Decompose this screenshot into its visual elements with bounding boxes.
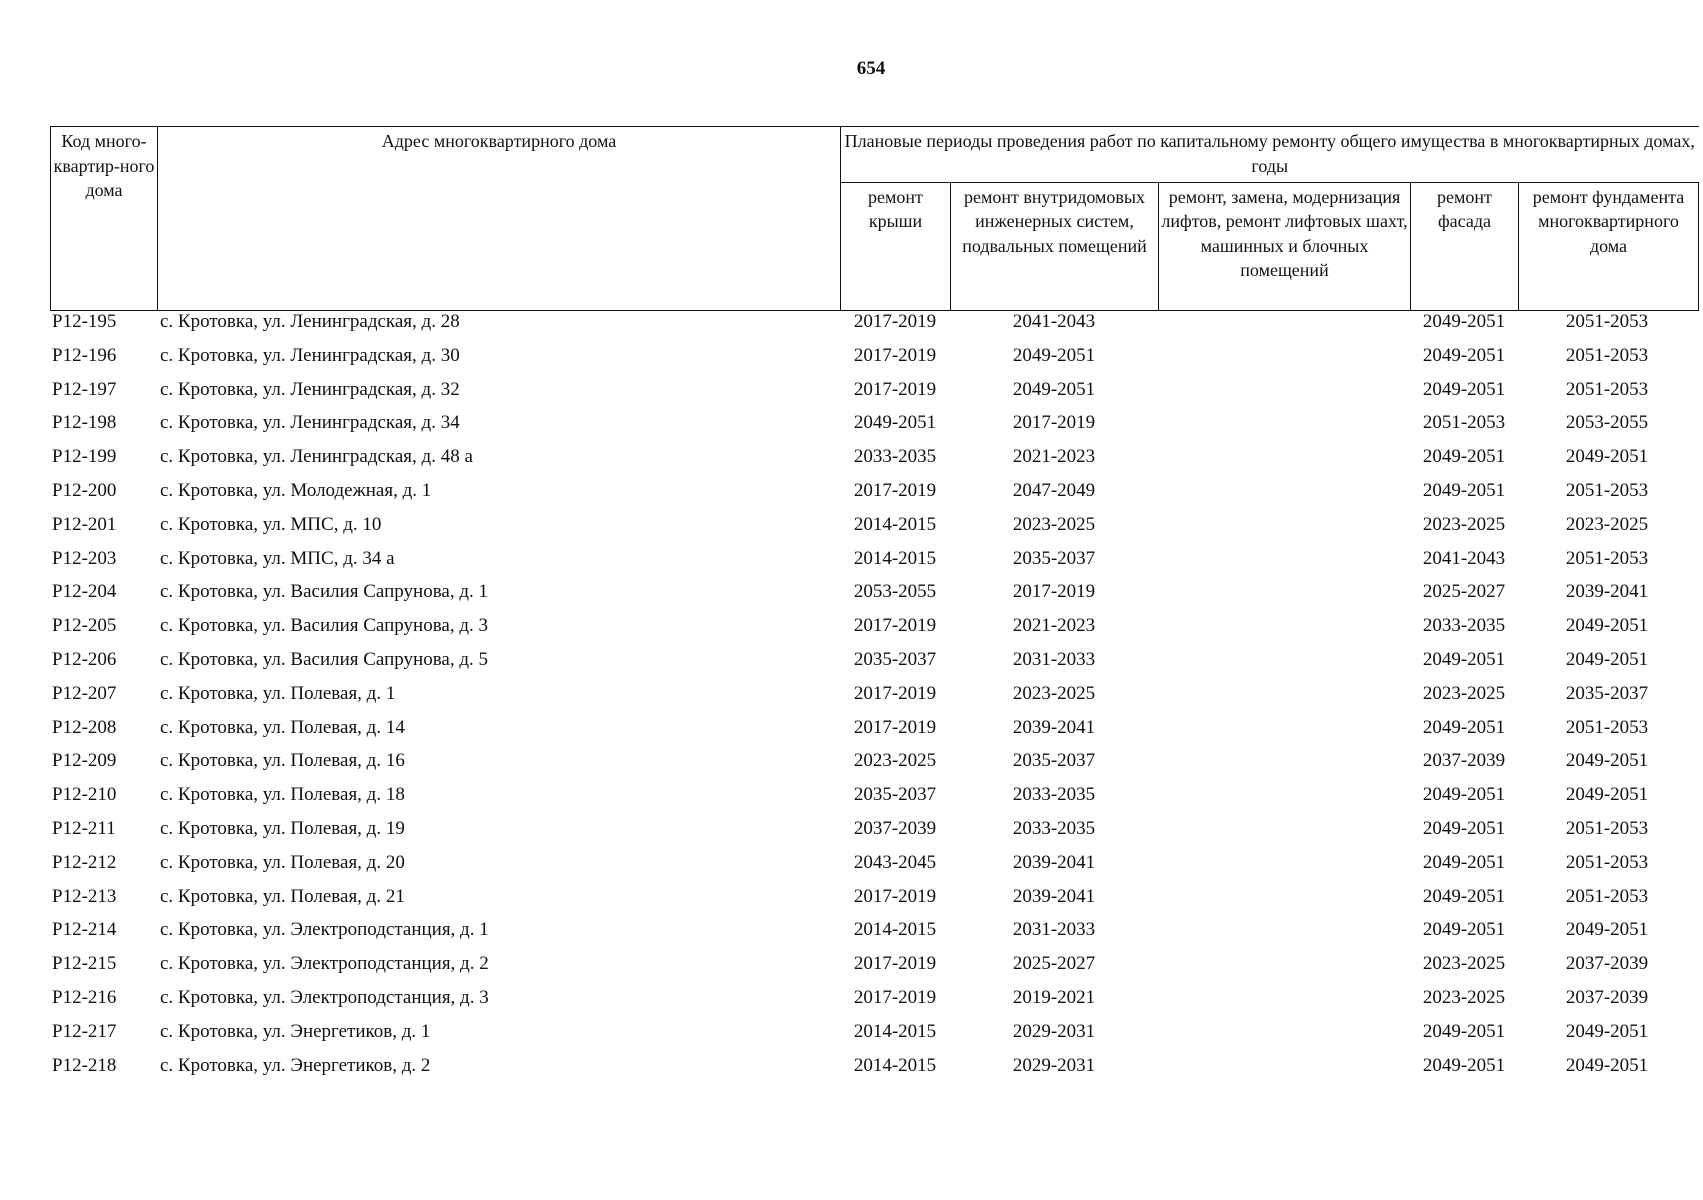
roof-repair-period: 2035-2037: [853, 784, 937, 806]
header-facade-column: ремонт фасада: [1411, 182, 1519, 310]
house-address: с. Кротовка, ул. Полевая, д. 14: [160, 716, 405, 738]
systems-repair-period: 2039-2041: [1012, 851, 1096, 873]
roof-repair-period: 2017-2019: [853, 344, 937, 366]
foundation-repair-period: 2051-2053: [1565, 547, 1649, 569]
foundation-repair-period: 2049-2051: [1565, 615, 1649, 637]
systems-repair-period: 2033-2035: [1012, 817, 1096, 839]
systems-repair-period: 2025-2027: [1012, 953, 1096, 975]
foundation-repair-period: 2049-2051: [1565, 648, 1649, 670]
facade-repair-period: 2049-2051: [1422, 446, 1506, 468]
systems-repair-period: 2019-2021: [1012, 986, 1096, 1008]
table-row: [50, 379, 1696, 413]
facade-repair-period: 2049-2051: [1422, 817, 1506, 839]
house-address: с. Кротовка, ул. Полевая, д. 18: [160, 784, 405, 806]
facade-repair-period: 2033-2035: [1422, 615, 1506, 637]
facade-repair-period: 2041-2043: [1422, 547, 1506, 569]
house-address: с. Кротовка, ул. Ленинградская, д. 32: [160, 378, 460, 400]
systems-repair-period: 2029-2031: [1012, 1054, 1096, 1076]
facade-repair-period: 2023-2025: [1422, 986, 1506, 1008]
facade-repair-period: 2049-2051: [1422, 885, 1506, 907]
table-row: [50, 480, 1696, 514]
facade-repair-period: 2023-2025: [1422, 953, 1506, 975]
table-row: [50, 886, 1696, 920]
roof-repair-period: 2043-2045: [853, 851, 937, 873]
roof-repair-period: 2017-2019: [853, 716, 937, 738]
systems-repair-period: 2035-2037: [1012, 750, 1096, 772]
foundation-repair-period: 2049-2051: [1565, 919, 1649, 941]
header-lifts-column: ремонт, замена, модернизация лифтов, ремонт лифтовых шахт, машинных и блочных помещений: [1159, 182, 1411, 310]
table-row: [50, 1021, 1696, 1055]
house-address: с. Кротовка, ул. Молодежная, д. 1: [160, 479, 432, 501]
table-row: [50, 953, 1696, 987]
systems-repair-period: 2031-2033: [1012, 648, 1096, 670]
table-row: [50, 987, 1696, 1021]
roof-repair-period: 2017-2019: [853, 953, 937, 975]
foundation-repair-period: 2051-2053: [1565, 378, 1649, 400]
foundation-repair-period: 2049-2051: [1565, 1054, 1649, 1076]
systems-repair-period: 2031-2033: [1012, 919, 1096, 941]
header-systems-column: ремонт внутридомовых инженерных систем, подвальных помещений: [951, 182, 1159, 310]
table-row: [50, 446, 1696, 480]
roof-repair-period: 2017-2019: [853, 885, 937, 907]
house-code: Р12-213: [52, 885, 117, 907]
roof-repair-period: 2017-2019: [853, 682, 937, 704]
table-row: [50, 548, 1696, 582]
foundation-repair-period: 2039-2041: [1565, 581, 1649, 603]
foundation-repair-period: 2035-2037: [1565, 682, 1649, 704]
table-row: [50, 683, 1696, 717]
systems-repair-period: 2021-2023: [1012, 615, 1096, 637]
house-address: с. Кротовка, ул. Электроподстанция, д. 3: [160, 986, 489, 1008]
systems-repair-period: 2039-2041: [1012, 885, 1096, 907]
house-code: Р12-216: [52, 986, 117, 1008]
header-foundation-column: ремонт фундамента многоквартирного дома: [1519, 182, 1699, 310]
roof-repair-period: 2049-2051: [853, 412, 937, 434]
table-row: [50, 717, 1696, 751]
table-row: [50, 1055, 1696, 1089]
foundation-repair-period: 2037-2039: [1565, 953, 1649, 975]
house-code: Р12-212: [52, 851, 117, 873]
systems-repair-period: 2041-2043: [1012, 311, 1096, 332]
house-code: Р12-197: [52, 378, 117, 400]
table-row: [50, 581, 1696, 615]
facade-repair-period: 2049-2051: [1422, 919, 1506, 941]
roof-repair-period: 2017-2019: [853, 986, 937, 1008]
header-roof-column: ремонт крыши: [841, 182, 951, 310]
facade-repair-period: 2049-2051: [1422, 479, 1506, 501]
facade-repair-period: 2049-2051: [1422, 784, 1506, 806]
facade-repair-period: 2051-2053: [1422, 412, 1506, 434]
roof-repair-period: 2033-2035: [853, 446, 937, 468]
systems-repair-period: 2017-2019: [1012, 412, 1096, 434]
foundation-repair-period: 2049-2051: [1565, 784, 1649, 806]
house-code: Р12-199: [52, 446, 117, 468]
house-code: Р12-195: [52, 311, 117, 332]
table-header: [50, 126, 1699, 311]
house-code: Р12-211: [52, 817, 116, 839]
foundation-repair-period: 2051-2053: [1565, 817, 1649, 839]
house-address: с. Кротовка, ул. Полевая, д. 16: [160, 750, 405, 772]
table-row: [50, 345, 1696, 379]
systems-repair-period: 2021-2023: [1012, 446, 1096, 468]
facade-repair-period: 2049-2051: [1422, 378, 1506, 400]
table-row: [50, 750, 1696, 784]
facade-repair-period: 2049-2051: [1422, 851, 1506, 873]
foundation-repair-period: 2049-2051: [1565, 1020, 1649, 1042]
systems-repair-period: 2023-2025: [1012, 513, 1096, 535]
facade-repair-period: 2025-2027: [1422, 581, 1506, 603]
foundation-repair-period: 2023-2025: [1565, 513, 1649, 535]
foundation-repair-period: 2051-2053: [1565, 311, 1649, 332]
table-row: [50, 615, 1696, 649]
house-code: Р12-214: [52, 919, 117, 941]
facade-repair-period: 2049-2051: [1422, 648, 1506, 670]
house-address: с. Кротовка, ул. Полевая, д. 19: [160, 817, 405, 839]
systems-repair-period: 2035-2037: [1012, 547, 1096, 569]
house-address: с. Кротовка, ул. Энергетиков, д. 1: [160, 1020, 431, 1042]
table-row: [50, 311, 1696, 345]
foundation-repair-period: 2051-2053: [1565, 344, 1649, 366]
house-code: Р12-204: [52, 581, 117, 603]
roof-repair-period: 2023-2025: [853, 750, 937, 772]
house-address: с. Кротовка, ул. Полевая, д. 21: [160, 885, 405, 907]
facade-repair-period: 2049-2051: [1422, 1054, 1506, 1076]
house-code: Р12-209: [52, 750, 117, 772]
house-address: с. Кротовка, ул. МПС, д. 10: [160, 513, 382, 535]
facade-repair-period: 2037-2039: [1422, 750, 1506, 772]
house-address: с. Кротовка, ул. Ленинградская, д. 28: [160, 311, 460, 332]
house-code: Р12-201: [52, 513, 117, 535]
table-row: [50, 649, 1696, 683]
facade-repair-period: 2049-2051: [1422, 1020, 1506, 1042]
foundation-repair-period: 2049-2051: [1565, 750, 1649, 772]
roof-repair-period: 2014-2015: [853, 919, 937, 941]
table-row: [50, 919, 1696, 953]
house-code: Р12-207: [52, 682, 117, 704]
foundation-repair-period: 2051-2053: [1565, 479, 1649, 501]
house-address: с. Кротовка, ул. Василия Сапрунова, д. 5: [160, 648, 489, 670]
systems-repair-period: 2023-2025: [1012, 682, 1096, 704]
house-address: с. Кротовка, ул. Ленинградская, д. 48 а: [160, 446, 473, 468]
facade-repair-period: 2023-2025: [1422, 682, 1506, 704]
foundation-repair-period: 2053-2055: [1565, 412, 1649, 434]
house-address: с. Кротовка, ул. МПС, д. 34 а: [160, 547, 395, 569]
roof-repair-period: 2037-2039: [853, 817, 937, 839]
foundation-repair-period: 2051-2053: [1565, 716, 1649, 738]
roof-repair-period: 2014-2015: [853, 1020, 937, 1042]
facade-repair-period: 2023-2025: [1422, 513, 1506, 535]
house-code: Р12-217: [52, 1020, 117, 1042]
roof-repair-period: 2017-2019: [853, 378, 937, 400]
house-address: с. Кротовка, ул. Электроподстанция, д. 2: [160, 953, 489, 975]
table-body: [50, 311, 1696, 1088]
house-code: Р12-206: [52, 648, 117, 670]
systems-repair-period: 2049-2051: [1012, 344, 1096, 366]
roof-repair-period: 2017-2019: [853, 479, 937, 501]
page-number: 654: [856, 58, 886, 79]
table-row: [50, 784, 1696, 818]
table-row: [50, 412, 1696, 446]
house-address: с. Кротовка, ул. Электроподстанция, д. 1: [160, 919, 489, 941]
house-code: Р12-218: [52, 1054, 117, 1076]
roof-repair-period: 2014-2015: [853, 513, 937, 535]
systems-repair-period: 2049-2051: [1012, 378, 1096, 400]
house-address: с. Кротовка, ул. Василия Сапрунова, д. 1: [160, 581, 489, 603]
roof-repair-period: 2053-2055: [853, 581, 937, 603]
roof-repair-period: 2017-2019: [853, 311, 937, 332]
foundation-repair-period: 2051-2053: [1565, 851, 1649, 873]
house-code: Р12-203: [52, 547, 117, 569]
header-code-column: Код много-квартир-ного дома: [51, 127, 158, 311]
facade-repair-period: 2049-2051: [1422, 716, 1506, 738]
header-periods-group: Плановые периоды проведения работ по капитальному ремонту общего имущества в многоквартирных домах, годы: [841, 127, 1699, 183]
table-row: [50, 514, 1696, 548]
house-code: Р12-198: [52, 412, 117, 434]
house-code: Р12-196: [52, 344, 117, 366]
house-address: с. Кротовка, ул. Полевая, д. 1: [160, 682, 396, 704]
foundation-repair-period: 2049-2051: [1565, 446, 1649, 468]
house-code: Р12-200: [52, 479, 117, 501]
house-address: с. Кротовка, ул. Ленинградская, д. 30: [160, 344, 460, 366]
header-address-column: Адрес многоквартирного дома: [158, 127, 841, 311]
roof-repair-period: 2014-2015: [853, 547, 937, 569]
table-row: [50, 818, 1696, 852]
house-code: Р12-210: [52, 784, 117, 806]
house-address: с. Кротовка, ул. Полевая, д. 20: [160, 851, 405, 873]
foundation-repair-period: 2037-2039: [1565, 986, 1649, 1008]
systems-repair-period: 2033-2035: [1012, 784, 1096, 806]
systems-repair-period: 2039-2041: [1012, 716, 1096, 738]
systems-repair-period: 2017-2019: [1012, 581, 1096, 603]
house-code: Р12-215: [52, 953, 117, 975]
house-code: Р12-205: [52, 615, 117, 637]
roof-repair-period: 2035-2037: [853, 648, 937, 670]
facade-repair-period: 2049-2051: [1422, 344, 1506, 366]
table-row: [50, 852, 1696, 886]
systems-repair-period: 2047-2049: [1012, 479, 1096, 501]
house-address: с. Кротовка, ул. Энергетиков, д. 2: [160, 1054, 431, 1076]
house-address: с. Кротовка, ул. Василия Сапрунова, д. 3: [160, 615, 489, 637]
foundation-repair-period: 2051-2053: [1565, 885, 1649, 907]
roof-repair-period: 2017-2019: [853, 615, 937, 637]
house-code: Р12-208: [52, 716, 117, 738]
roof-repair-period: 2014-2015: [853, 1054, 937, 1076]
systems-repair-period: 2029-2031: [1012, 1020, 1096, 1042]
house-address: с. Кротовка, ул. Ленинградская, д. 34: [160, 412, 460, 434]
facade-repair-period: 2049-2051: [1422, 311, 1506, 332]
